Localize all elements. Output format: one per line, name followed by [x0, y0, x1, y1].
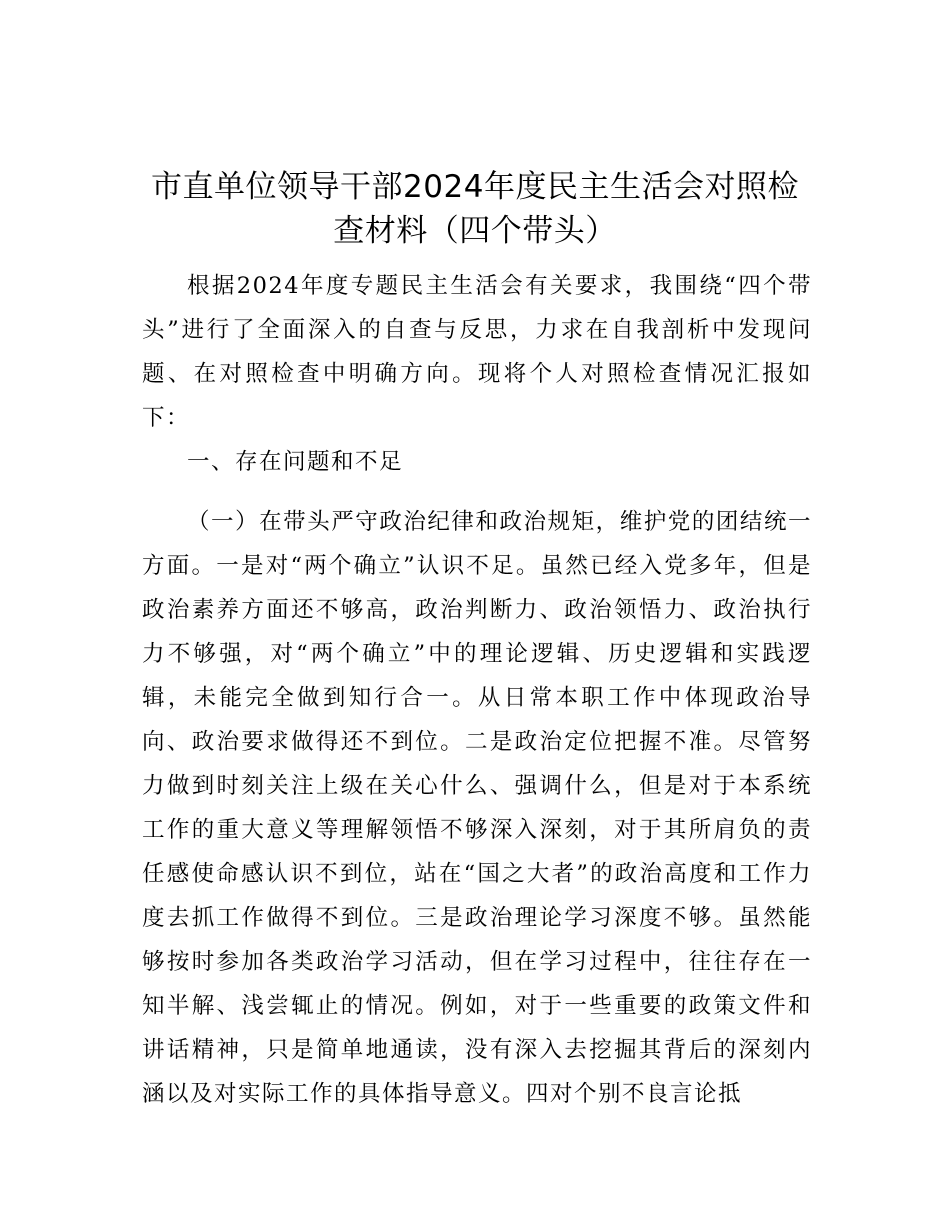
- document-title: [130, 165, 820, 253]
- section-heading: 一、存在问题和不足: [187, 449, 404, 475]
- title-line-1: 市直单位领导干部2024年度民主生活会对照检: [151, 169, 799, 205]
- section-paragraph: （一）在带头严守政治纪律和政治规矩，维护党的团结统一方面。一是对“两个确立”认识不足。虽然已经入党多年，但是政治素养方面还不够高，政治判断力、政治领悟力、政治执行力不够强，对“两个确立”中的理论逻辑、历史逻辑和实践逻辑，未能完全做到知行合一。从日常本职工作中体现政治导向、政治要求做得还不到位。二是政治定位把握不准。尽管努力做到时刻关注上级在关心什么、强调什么，但是对于本系统工作的重大意义等理解领悟不够深入深刻，对于其所肩负的责任感使命感认识不到位，站在“国之大者”的政治高度和工作力度去抓工作做得不到位。三是政治理论学习深度不够。虽然能够按时参加各类政治学习活动，但在学习过程中，往往存在一知半解、浅尝辄止的情况。例如，对于一些重要的政策文件和讲话精神，只是简单地通读，没有深入去挖掘其背后的深刻内涵以及对实际工作的具体指导意义。四对个别不良言论抵: [142, 509, 812, 1107]
- intro-paragraph: 根据2024年度专题民主生活会有关要求，我围绕“四个带头”进行了全面深入的自查与反思，力求在自我剖析中发现问题、在对照检查中明确方向。现将个人对照检查情况汇报如下：: [142, 273, 812, 431]
- title-line-2: 查材料（四个带头）: [333, 213, 617, 249]
